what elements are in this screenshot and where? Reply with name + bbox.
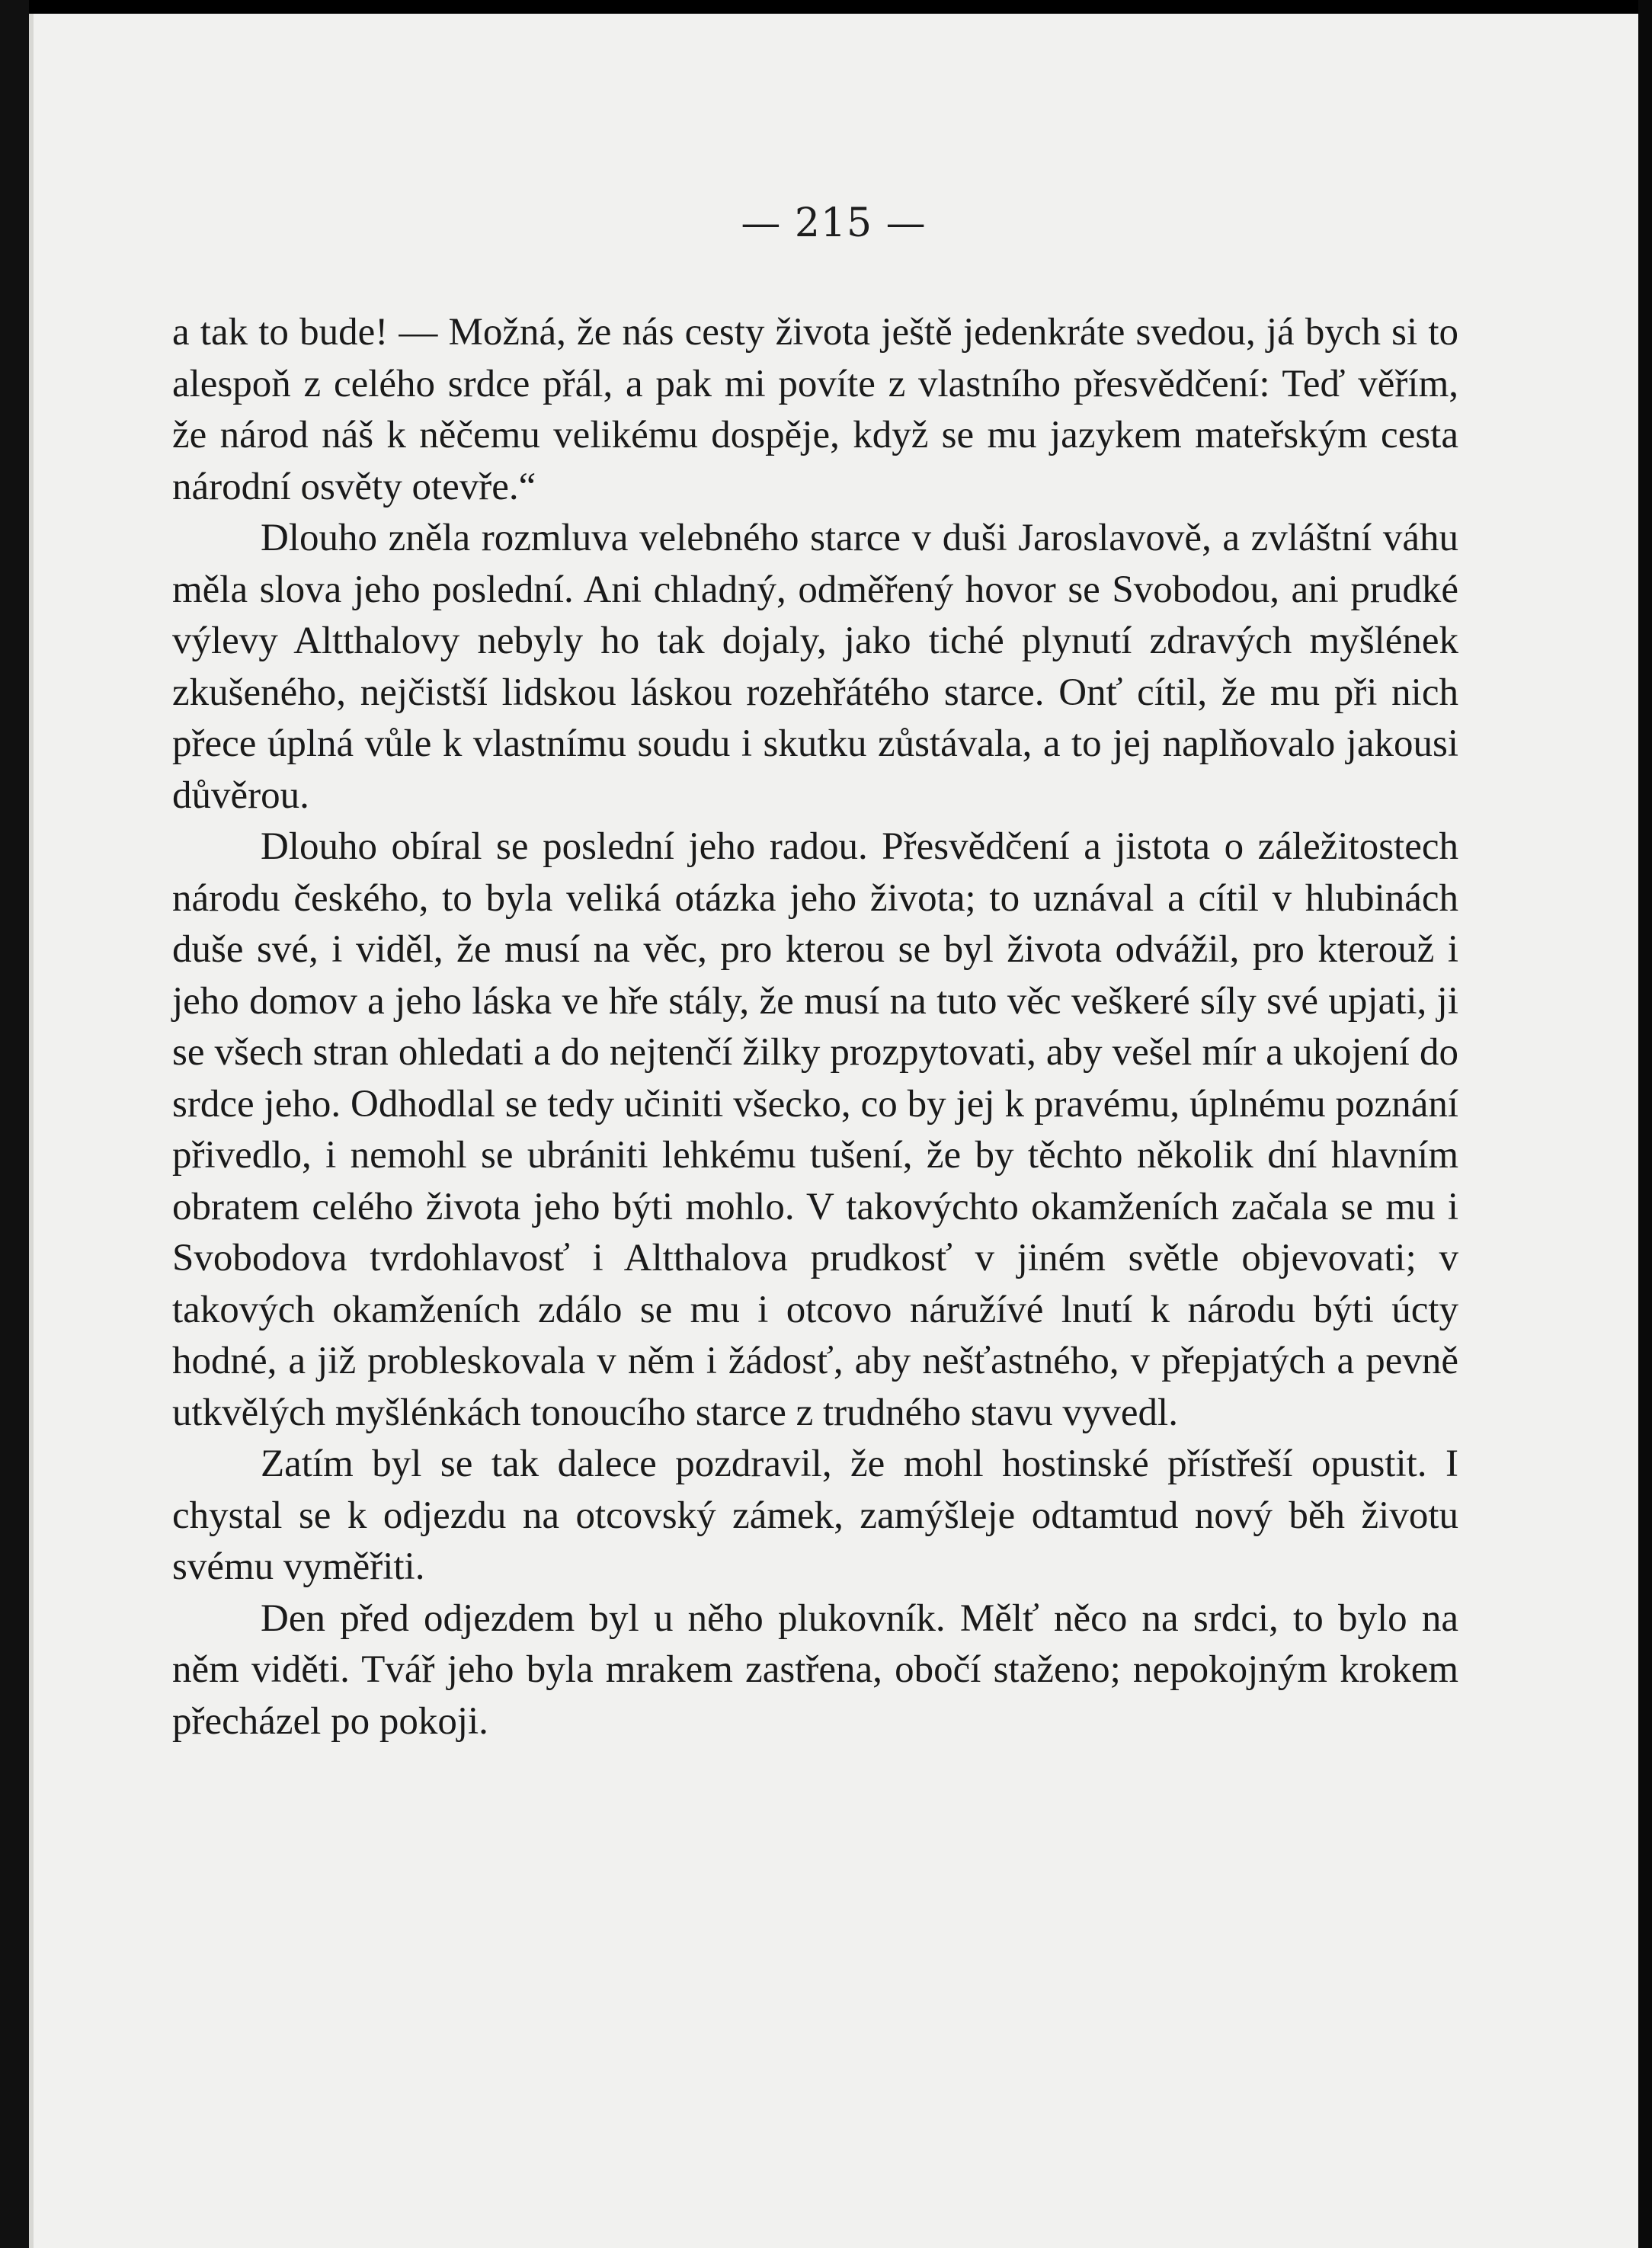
book-page: [29, 14, 1638, 2248]
paragraph-5: Den před odjezdem byl u něho plukovník. Mělť něco na srdci, to bylo na něm viděti. Tvář jeho byla mrakem zastřena, obočí staženo; nepokojným krokem přecházel po pokoji.: [172, 1596, 1458, 1743]
paragraph-4: Zatím byl se tak dalece pozdravil, že mohl hostinské přístřeší opustit. I chystal se k odjezdu na otcovský zámek, zamýšleje odtamtud nový běh životu svému vyměřiti.: [172, 1443, 1458, 1588]
paragraph-3: Dlouho obíral se poslední jeho radou. Přesvědčení a jistota o záležitostech národu českého, to byla veliká otázka jeho života; to uznával a cítil v hlubinách duše své, i viděl, že musí na věc, pro kterou se byl života odvážil, pro kterouž i jeho domov a jeho láska ve hře stály, že musí na tuto věc veškeré síly své upjati, ji se všech stran ohledati a do nejtenčí žilky prozpytovati, aby vešel mír a ukojení do srdce jeho. Odhodlal se tedy učiniti všecko, co by jej k pravému, úplnému poznání přivedlo, i nemohl se ubrániti lehkému tušení, že by těchto několik dní hlavním obratem celého života jeho býti mohlo. V takovýchto okamženích začala se mu i Svobodova tvrdohlavosť i Altthalova prudkosť v jiném světle objevovati; v takových okamženích zdálo se mu i otcovo náružívé lnutí k národu býti úcty hodné, a již probleskovala v něm i žádosť, aby nešťastného, v přepjatých a pevně utkvělých myšlénkách tonoucího starce z trudného stavu vyvedl.: [172, 825, 1458, 1434]
body-text: [172, 307, 1458, 1747]
page-number: — 215 —: [741, 200, 927, 246]
paragraph-1: a tak to bude! — Možná, že nás cesty života ještě jedenkráte svedou, já bych si to alespoň z celého srdce přál, a pak mi povíte z vlastního přesvědčení: Teď věřím, že národ náš k něčemu velikému dospěje, když se mu jazykem mateřským cesta národní osvěty otevře.“: [172, 311, 1458, 508]
scan-left-edge: [0, 0, 29, 2248]
scan-right-edge: [1638, 0, 1652, 2248]
paragraph-2: Dlouho zněla rozmluva velebného starce v duši Jaroslavově, a zvláštní váhu měla slova jeho poslední. Ani chladný, odměřený hovor se Svobodou, ani prudké výlevy Altthalovy nebyly ho tak dojaly, jako tiché plynutí zdravých myšlének zkušeného, nejčistší lidskou láskou rozehřátého starce. Onť cítil, že mu při nich přece úplná vůle k vlastnímu soudu i skutku zůstávala, a to jej naplňovalo jakousi důvěrou.: [172, 517, 1458, 817]
